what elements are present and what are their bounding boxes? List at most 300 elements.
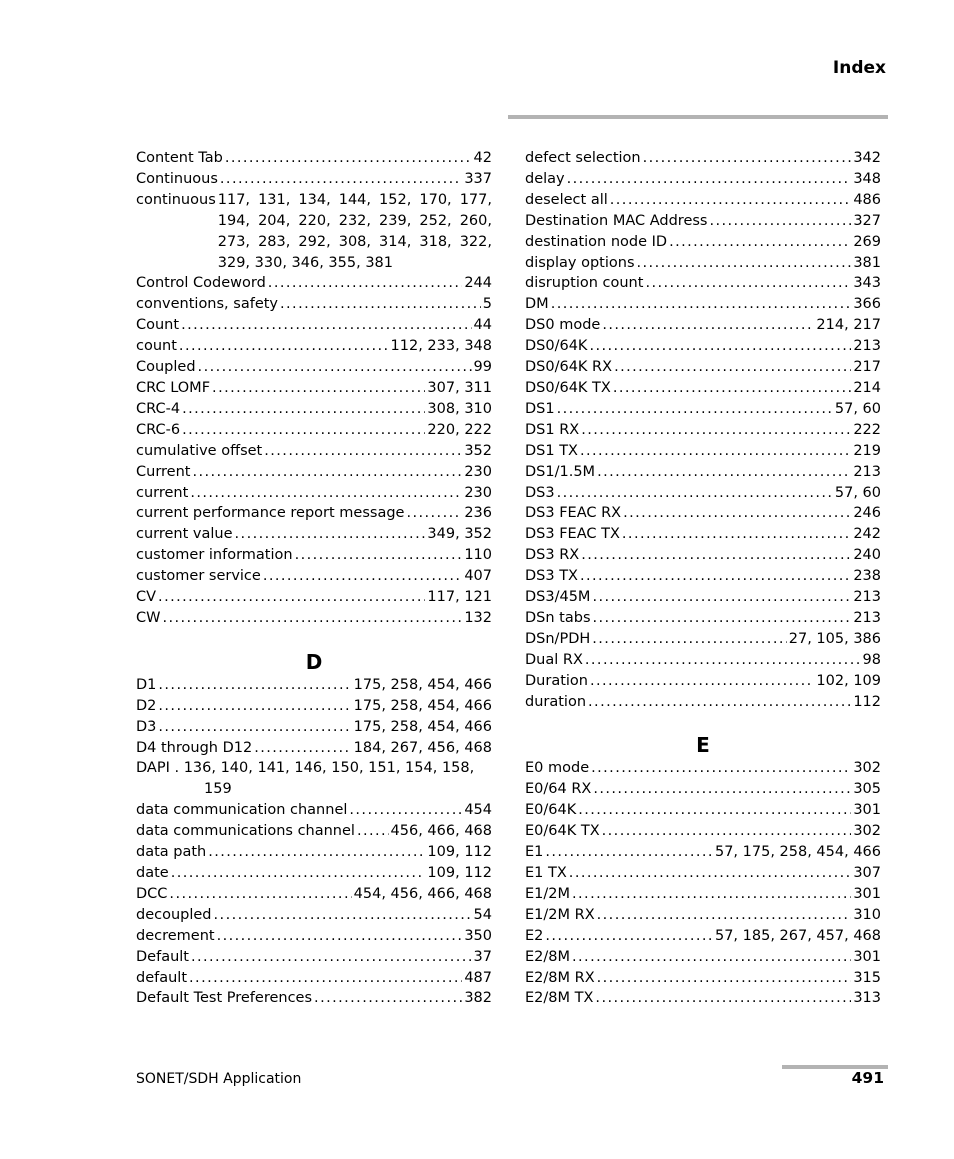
index-term: E2/8M RX	[525, 969, 595, 986]
dot-leader	[622, 524, 851, 545]
dot-leader	[406, 503, 462, 524]
index-pages: 117, 131, 134, 144, 152, 170, 177, 194, 204, 220, 232, 239, 252, 260, 273, 283, 292, 308, 314, 318, 322, 329, 330, 346, 355, 381	[217, 191, 492, 271]
dot-leader	[162, 608, 462, 629]
index-term: DSn tabs	[525, 609, 591, 626]
index-term: DS1 TX	[525, 442, 578, 459]
dot-leader	[597, 462, 851, 483]
index-column-left	[136, 148, 492, 1009]
index-pages: 244	[464, 275, 492, 292]
index-entry	[525, 692, 881, 713]
index-entry	[136, 169, 492, 190]
index-pages: 269	[853, 233, 881, 250]
index-term: CW	[136, 609, 161, 626]
index-pages: 302	[853, 823, 881, 840]
index-term: E0/64K	[525, 802, 577, 819]
index-entry	[136, 905, 492, 926]
dot-leader	[645, 273, 851, 294]
index-pages: 301	[853, 948, 881, 965]
dot-leader	[597, 905, 852, 926]
dot-leader	[357, 821, 389, 842]
dot-leader	[217, 926, 463, 947]
dot-leader	[545, 842, 713, 863]
index-term: Dual RX	[525, 651, 583, 668]
index-entry	[525, 650, 881, 671]
index-pages: 54	[473, 906, 492, 923]
index-term: current	[136, 484, 189, 501]
dot-leader	[349, 800, 462, 821]
index-entry	[525, 524, 881, 545]
index-pages: 301	[853, 885, 881, 902]
index-term: DSn/PDH	[525, 630, 591, 647]
index-pages: 242	[853, 526, 881, 543]
index-term: customer service	[136, 568, 261, 585]
index-term: conventions, safety	[136, 296, 279, 313]
index-column-right	[525, 148, 881, 1009]
index-pages: 382	[464, 990, 492, 1007]
index-pages: 327	[853, 212, 881, 229]
index-pages: 57, 60	[834, 400, 881, 417]
index-group-d-3	[525, 148, 881, 712]
index-entry	[525, 357, 881, 378]
index-term: CRC-6	[136, 421, 181, 438]
index-pages: 42	[473, 150, 492, 166]
footer-doc-title: SONET/SDH Application	[136, 1071, 302, 1087]
index-term: E2/8M	[525, 948, 571, 965]
dot-leader	[643, 148, 852, 169]
index-group-d-1	[136, 675, 492, 759]
index-term: DS0 mode	[525, 317, 601, 334]
index-term: display options	[525, 254, 635, 271]
index-entry	[525, 779, 881, 800]
index-pages: 217	[853, 359, 881, 376]
dot-leader	[592, 629, 786, 650]
index-term: DS1	[525, 400, 555, 417]
index-entry	[525, 441, 881, 462]
index-pages: 175, 258, 454, 466	[353, 676, 492, 693]
index-pages: 454, 456, 466, 468	[353, 885, 492, 902]
index-entry	[136, 378, 492, 399]
index-entry	[525, 587, 881, 608]
index-entry	[136, 483, 492, 504]
index-entry	[525, 545, 881, 566]
index-term: Coupled	[136, 359, 196, 376]
dot-leader	[595, 988, 851, 1009]
index-pages: 213	[853, 463, 881, 480]
index-term: D4 through D12	[136, 739, 253, 756]
index-pages: 98	[862, 651, 881, 668]
index-entry	[136, 336, 492, 357]
index-entry	[136, 441, 492, 462]
index-term: E2	[525, 927, 544, 944]
index-pages: 486	[853, 191, 881, 208]
index-pages: 109, 112	[427, 844, 492, 861]
index-entry-continuous	[136, 190, 492, 274]
index-pages: 222	[853, 421, 881, 438]
header-rule	[508, 115, 888, 119]
index-entry	[136, 947, 492, 968]
index-pages: 381	[853, 254, 881, 271]
dot-leader	[182, 399, 425, 420]
index-entry	[136, 821, 492, 842]
index-entry	[525, 926, 881, 947]
index-term: DS3 RX	[525, 547, 580, 564]
index-entry	[136, 696, 492, 717]
dot-leader	[263, 566, 462, 587]
index-pages: 305	[853, 781, 881, 798]
index-pages: 220, 222	[427, 421, 492, 438]
index-term: DS0/64K RX	[525, 359, 613, 376]
index-term: CRC LOMF	[136, 379, 211, 396]
index-entry	[525, 842, 881, 863]
dot-leader	[580, 441, 851, 462]
index-term: E1/2M	[525, 885, 571, 902]
index-pages: 343	[853, 275, 881, 292]
dot-leader	[567, 169, 852, 190]
index-entry	[136, 926, 492, 947]
index-term: Continuous	[136, 170, 218, 187]
index-entry	[525, 566, 881, 587]
index-entry	[525, 968, 881, 989]
dot-leader	[637, 253, 852, 274]
index-pages: 456, 466, 468	[390, 823, 492, 840]
dot-leader	[235, 524, 426, 545]
dot-leader	[198, 357, 472, 378]
index-entry	[525, 863, 881, 884]
index-entry	[525, 190, 881, 211]
dot-leader	[610, 190, 852, 211]
index-pages: 175, 258, 454, 466	[353, 718, 492, 735]
index-term: current value	[136, 526, 233, 543]
index-pages: 57, 60	[834, 484, 881, 501]
index-term: data path	[136, 844, 207, 861]
dot-leader	[158, 717, 351, 738]
index-pages: 219	[853, 442, 881, 459]
index-term: E1/2M RX	[525, 906, 595, 923]
index-entry	[525, 884, 881, 905]
dot-leader	[557, 483, 833, 504]
index-term: D2	[136, 697, 157, 714]
index-pages: 132	[464, 609, 492, 626]
index-entry	[525, 905, 881, 926]
index-entry	[525, 758, 881, 779]
index-pages: 214, 217	[816, 317, 881, 334]
index-pages: 350	[464, 927, 492, 944]
dot-leader	[181, 315, 471, 336]
index-entry	[136, 357, 492, 378]
index-term: CRC-4	[136, 400, 181, 417]
index-group-e	[525, 758, 881, 1009]
index-term: D1	[136, 676, 157, 693]
index-pages: 308, 310	[427, 400, 492, 417]
index-pages: 307	[853, 865, 881, 881]
index-entry	[136, 587, 492, 608]
index-entry	[136, 462, 492, 483]
dot-leader	[191, 947, 472, 968]
index-pages: 230	[464, 463, 492, 480]
index-pages: 313	[853, 990, 881, 1007]
index-entry	[525, 253, 881, 274]
index-entry	[525, 420, 881, 441]
index-term: deselect all	[525, 191, 608, 208]
dot-leader	[214, 905, 472, 926]
index-term: DM	[525, 296, 549, 313]
dot-leader	[220, 169, 462, 190]
index-term: DS3 TX	[525, 568, 578, 585]
index-entry	[525, 629, 881, 650]
index-pages: 214	[853, 379, 881, 396]
dot-leader	[225, 148, 472, 169]
index-pages: 213	[853, 609, 881, 626]
dot-leader	[158, 675, 351, 696]
index-entry	[136, 988, 492, 1009]
dot-leader	[264, 441, 462, 462]
index-entry	[136, 675, 492, 696]
index-pages: 102, 109	[816, 672, 881, 689]
dot-leader	[588, 692, 851, 713]
index-group-c-2	[136, 273, 492, 628]
index-group-d-2	[136, 800, 492, 1009]
index-entry	[525, 503, 881, 524]
dot-leader	[602, 821, 852, 842]
index-pages: 236	[464, 505, 492, 522]
index-term: DS3	[525, 484, 555, 501]
index-term: DS3/45M	[525, 589, 591, 606]
dot-leader	[580, 566, 851, 587]
dot-leader	[614, 357, 851, 378]
index-entry	[136, 863, 492, 884]
dot-leader	[171, 863, 426, 884]
index-term: cumulative offset	[136, 442, 263, 459]
dot-leader	[182, 420, 425, 441]
index-entry	[525, 947, 881, 968]
dot-leader	[592, 587, 851, 608]
index-pages: 454	[464, 802, 492, 819]
dot-leader	[709, 211, 851, 232]
dot-leader	[158, 587, 425, 608]
index-term: date	[136, 865, 169, 881]
dot-leader	[602, 315, 814, 336]
index-pages: 337	[464, 170, 492, 187]
index-pages: 366	[853, 296, 881, 313]
dot-leader	[158, 696, 351, 717]
index-pages: 184, 267, 456, 468	[353, 739, 492, 756]
index-entry	[136, 524, 492, 545]
index-entry	[136, 608, 492, 629]
index-term: Count	[136, 317, 180, 334]
index-term: DAPI	[136, 760, 170, 777]
running-header-title: Index	[832, 58, 886, 78]
index-entry	[136, 420, 492, 441]
index-pages: 342	[853, 150, 881, 166]
index-pages: 110	[464, 547, 492, 564]
index-entry	[525, 671, 881, 692]
index-entry	[525, 378, 881, 399]
index-entry	[525, 211, 881, 232]
index-term: E0/64 RX	[525, 781, 592, 798]
section-letter-d: D	[305, 649, 323, 674]
index-term: decoupled	[136, 906, 212, 923]
index-entry	[136, 800, 492, 821]
index-pages: 307, 311	[427, 379, 492, 396]
index-term: Default Test Preferences	[136, 990, 313, 1007]
index-term: default	[136, 969, 188, 986]
index-pages: 230	[464, 484, 492, 501]
index-term: D3	[136, 718, 157, 735]
dot-leader	[208, 842, 425, 863]
index-entry	[525, 294, 881, 315]
index-entry	[136, 842, 492, 863]
index-entry	[136, 884, 492, 905]
dot-leader	[590, 671, 814, 692]
dot-leader	[190, 483, 462, 504]
index-entry	[136, 717, 492, 738]
dot-leader	[585, 650, 861, 671]
index-pages: 349, 352	[427, 526, 492, 543]
index-term: Destination MAC Address	[525, 212, 708, 229]
index-term: DS0/64K TX	[525, 379, 611, 396]
index-entry	[136, 545, 492, 566]
index-entry	[525, 483, 881, 504]
dot-leader	[597, 968, 852, 989]
dot-leader	[591, 758, 851, 779]
index-entry	[136, 399, 492, 420]
index-term: DS0/64K	[525, 338, 588, 355]
index-term: data communications channel	[136, 823, 355, 840]
dot-leader	[254, 738, 351, 759]
index-term: DS3 FEAC TX	[525, 526, 620, 543]
dot-leader	[545, 926, 713, 947]
index-pages: 175, 258, 454, 466	[353, 697, 492, 714]
index-term: current performance report message	[136, 505, 405, 522]
index-term: Duration	[525, 672, 588, 689]
index-term: E2/8M TX	[525, 990, 594, 1007]
index-pages: 310	[853, 906, 881, 923]
index-term: E1	[525, 844, 544, 861]
index-pages: 352	[464, 442, 492, 459]
index-term: Content Tab	[136, 150, 223, 166]
index-term: E1 TX	[525, 865, 567, 881]
index-term: DS1 RX	[525, 421, 580, 438]
index-pages: 37	[473, 948, 492, 965]
dot-leader	[268, 273, 463, 294]
index-term: delay	[525, 170, 565, 187]
index-entry	[525, 273, 881, 294]
index-term: Control Codeword	[136, 275, 266, 292]
index-term: defect selection	[525, 150, 641, 166]
index-entry	[136, 968, 492, 989]
index-pages: 246	[853, 505, 881, 522]
index-pages: 99	[473, 359, 492, 376]
dot-leader	[572, 884, 851, 905]
index-pages: 407	[464, 568, 492, 585]
dot-leader	[169, 884, 351, 905]
index-pages: 213	[853, 338, 881, 355]
dot-leader	[581, 545, 851, 566]
dot-leader	[593, 608, 852, 629]
index-pages: 57, 175, 258, 454, 466	[714, 844, 881, 861]
index-entry	[525, 988, 881, 1009]
dot-leader	[314, 988, 462, 1009]
dot-leader	[593, 779, 851, 800]
dot-leader	[557, 399, 833, 420]
index-pages: 302	[853, 760, 881, 777]
index-pages: 301	[853, 802, 881, 819]
index-term: Default	[136, 948, 189, 965]
index-pages: 5	[482, 296, 492, 313]
index-pages: 240	[853, 547, 881, 564]
index-pages: 136, 140, 141, 146, 150, 151, 154, 158, 159	[183, 760, 475, 798]
dot-leader	[295, 545, 463, 566]
index-term: DS1/1.5M	[525, 463, 596, 480]
index-entry	[136, 148, 492, 169]
index-entry-dapi: DAPI . 136, 140, 141, 146, 150, 151, 154, 158, 159	[136, 760, 475, 798]
dot-leader	[551, 294, 852, 315]
index-pages: 117, 121	[427, 589, 492, 606]
index-pages: 109, 112	[427, 865, 492, 881]
index-term: decrement	[136, 927, 215, 944]
index-entry	[525, 399, 881, 420]
index-pages: 44	[473, 317, 492, 334]
index-term: Current	[136, 463, 191, 480]
index-pages: 348	[853, 170, 881, 187]
index-entry	[525, 232, 881, 253]
index-entry	[136, 566, 492, 587]
index-term: CV	[136, 589, 157, 606]
dot-leader	[189, 968, 462, 989]
dot-leader	[569, 863, 852, 884]
footer-page-number: 491	[851, 1069, 884, 1087]
dot-leader	[572, 947, 851, 968]
index-entry	[525, 608, 881, 629]
index-pages: 487	[464, 969, 492, 986]
dot-leader	[589, 336, 851, 357]
index-entry	[136, 273, 492, 294]
index-term: customer information	[136, 547, 293, 564]
index-entry	[525, 336, 881, 357]
dot-leader	[280, 294, 481, 315]
dot-leader	[623, 503, 851, 524]
index-entry	[525, 462, 881, 483]
dot-leader	[192, 462, 462, 483]
index-term: disruption count	[525, 275, 644, 292]
index-pages: 238	[853, 568, 881, 585]
index-pages: 112, 233, 348	[390, 338, 492, 355]
index-term: count	[136, 338, 177, 355]
index-entry	[525, 800, 881, 821]
index-entry	[525, 315, 881, 336]
index-group-c-1	[136, 148, 492, 190]
dot-leader	[613, 378, 851, 399]
index-pages: 315	[853, 969, 881, 986]
index-pages: 27, 105, 386	[788, 630, 881, 647]
index-term: DCC	[136, 885, 168, 902]
index-term: destination node ID	[525, 233, 668, 250]
section-letter-e: E	[696, 733, 710, 758]
index-pages: 57, 185, 267, 457, 468	[714, 927, 881, 944]
index-entry	[525, 821, 881, 842]
index-pages: 112	[853, 693, 881, 710]
index-pages: 213	[853, 589, 881, 606]
dot-leader	[581, 420, 851, 441]
index-term: continuous	[136, 191, 216, 208]
index-entry	[525, 148, 881, 169]
dot-leader	[578, 800, 851, 821]
index-term: duration	[525, 693, 587, 710]
dot-leader	[179, 336, 389, 357]
index-entry	[525, 169, 881, 190]
index-term: data communication channel	[136, 802, 348, 819]
dot-leader	[669, 232, 851, 253]
